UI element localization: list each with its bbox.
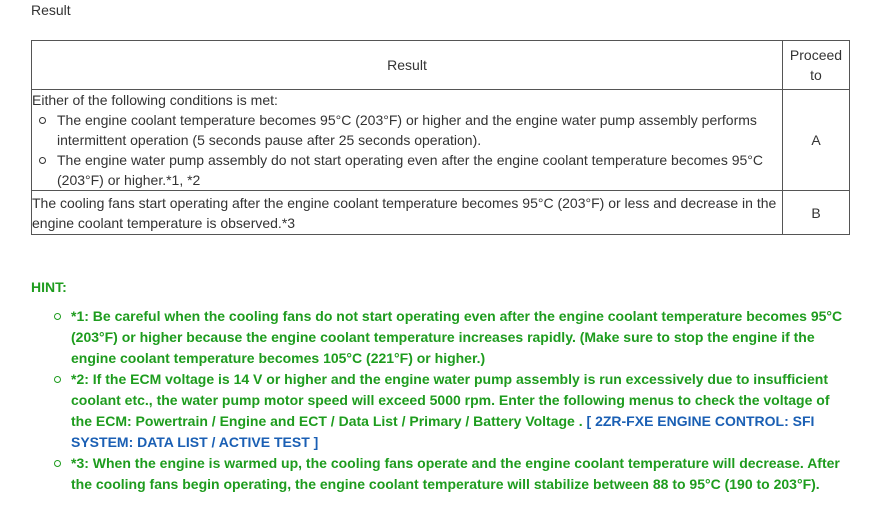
condition-item: The engine coolant temperature becomes 95°C (203°F) or higher and the engine water pump assembly performs intermittent operation (5 seconds pause after 25 seconds operation).: [32, 110, 782, 150]
hint-text: *3: When the engine is warmed up, the cooling fans operate and the engine coolant temperature will decrease. After the cooling fans begin operating, the engine coolant temperature will stabilize between 88 to 95°C (190 to 203°F).: [71, 455, 840, 492]
result-table: [31, 40, 850, 235]
hint-title: HINT:: [31, 279, 67, 295]
table-header-row: [32, 41, 850, 90]
table-row: [32, 191, 850, 235]
condition-list: [32, 110, 782, 190]
proceed-cell: B: [783, 191, 850, 235]
section-title: Result: [31, 2, 71, 18]
hint-item: [71, 369, 851, 453]
table-row: [32, 90, 850, 191]
condition-cell: The cooling fans start operating after the engine coolant temperature becomes 95°C (203°F) or less and decrease in the engine coolant temperature is observed.*3: [32, 191, 783, 235]
hint-list: [71, 306, 851, 495]
header-result: Result: [32, 41, 783, 90]
condition-cell: [32, 90, 783, 191]
reference-link[interactable]: [ 2ZR-FXE ENGINE CONTROL: SFI SYSTEM: DATA LIST / ACTIVE TEST ]: [71, 413, 815, 450]
hint-item: [71, 453, 851, 495]
hint-text: *1: Be careful when the cooling fans do not start operating even after the engine coolant temperature becomes 95°C (203°F) or higher because the engine coolant temperature increases rapidly. (Make sure to stop the engine if the engine coolant temperature becomes 105°C (221°F) or higher.): [71, 308, 843, 366]
condition-intro: Either of the following conditions is met:: [32, 92, 278, 108]
header-proceed-to: Proceed to: [783, 41, 850, 90]
condition-item: The engine water pump assembly do not start operating even after the engine coolant temperature becomes 95°C (203°F) or higher.*1, *2: [32, 150, 782, 190]
hint-text: *2: If the ECM voltage is 14 V or higher and the engine water pump assembly is run excessively due to insufficient coolant etc., the water pump motor speed will exceed 5000 rpm. Enter the following menus to check the voltage of the ECM: Powertrain / Engine and ECT / Data List / Primary / Battery Voltage .: [71, 371, 830, 429]
proceed-cell: A: [783, 90, 850, 191]
hint-item: [71, 306, 851, 369]
